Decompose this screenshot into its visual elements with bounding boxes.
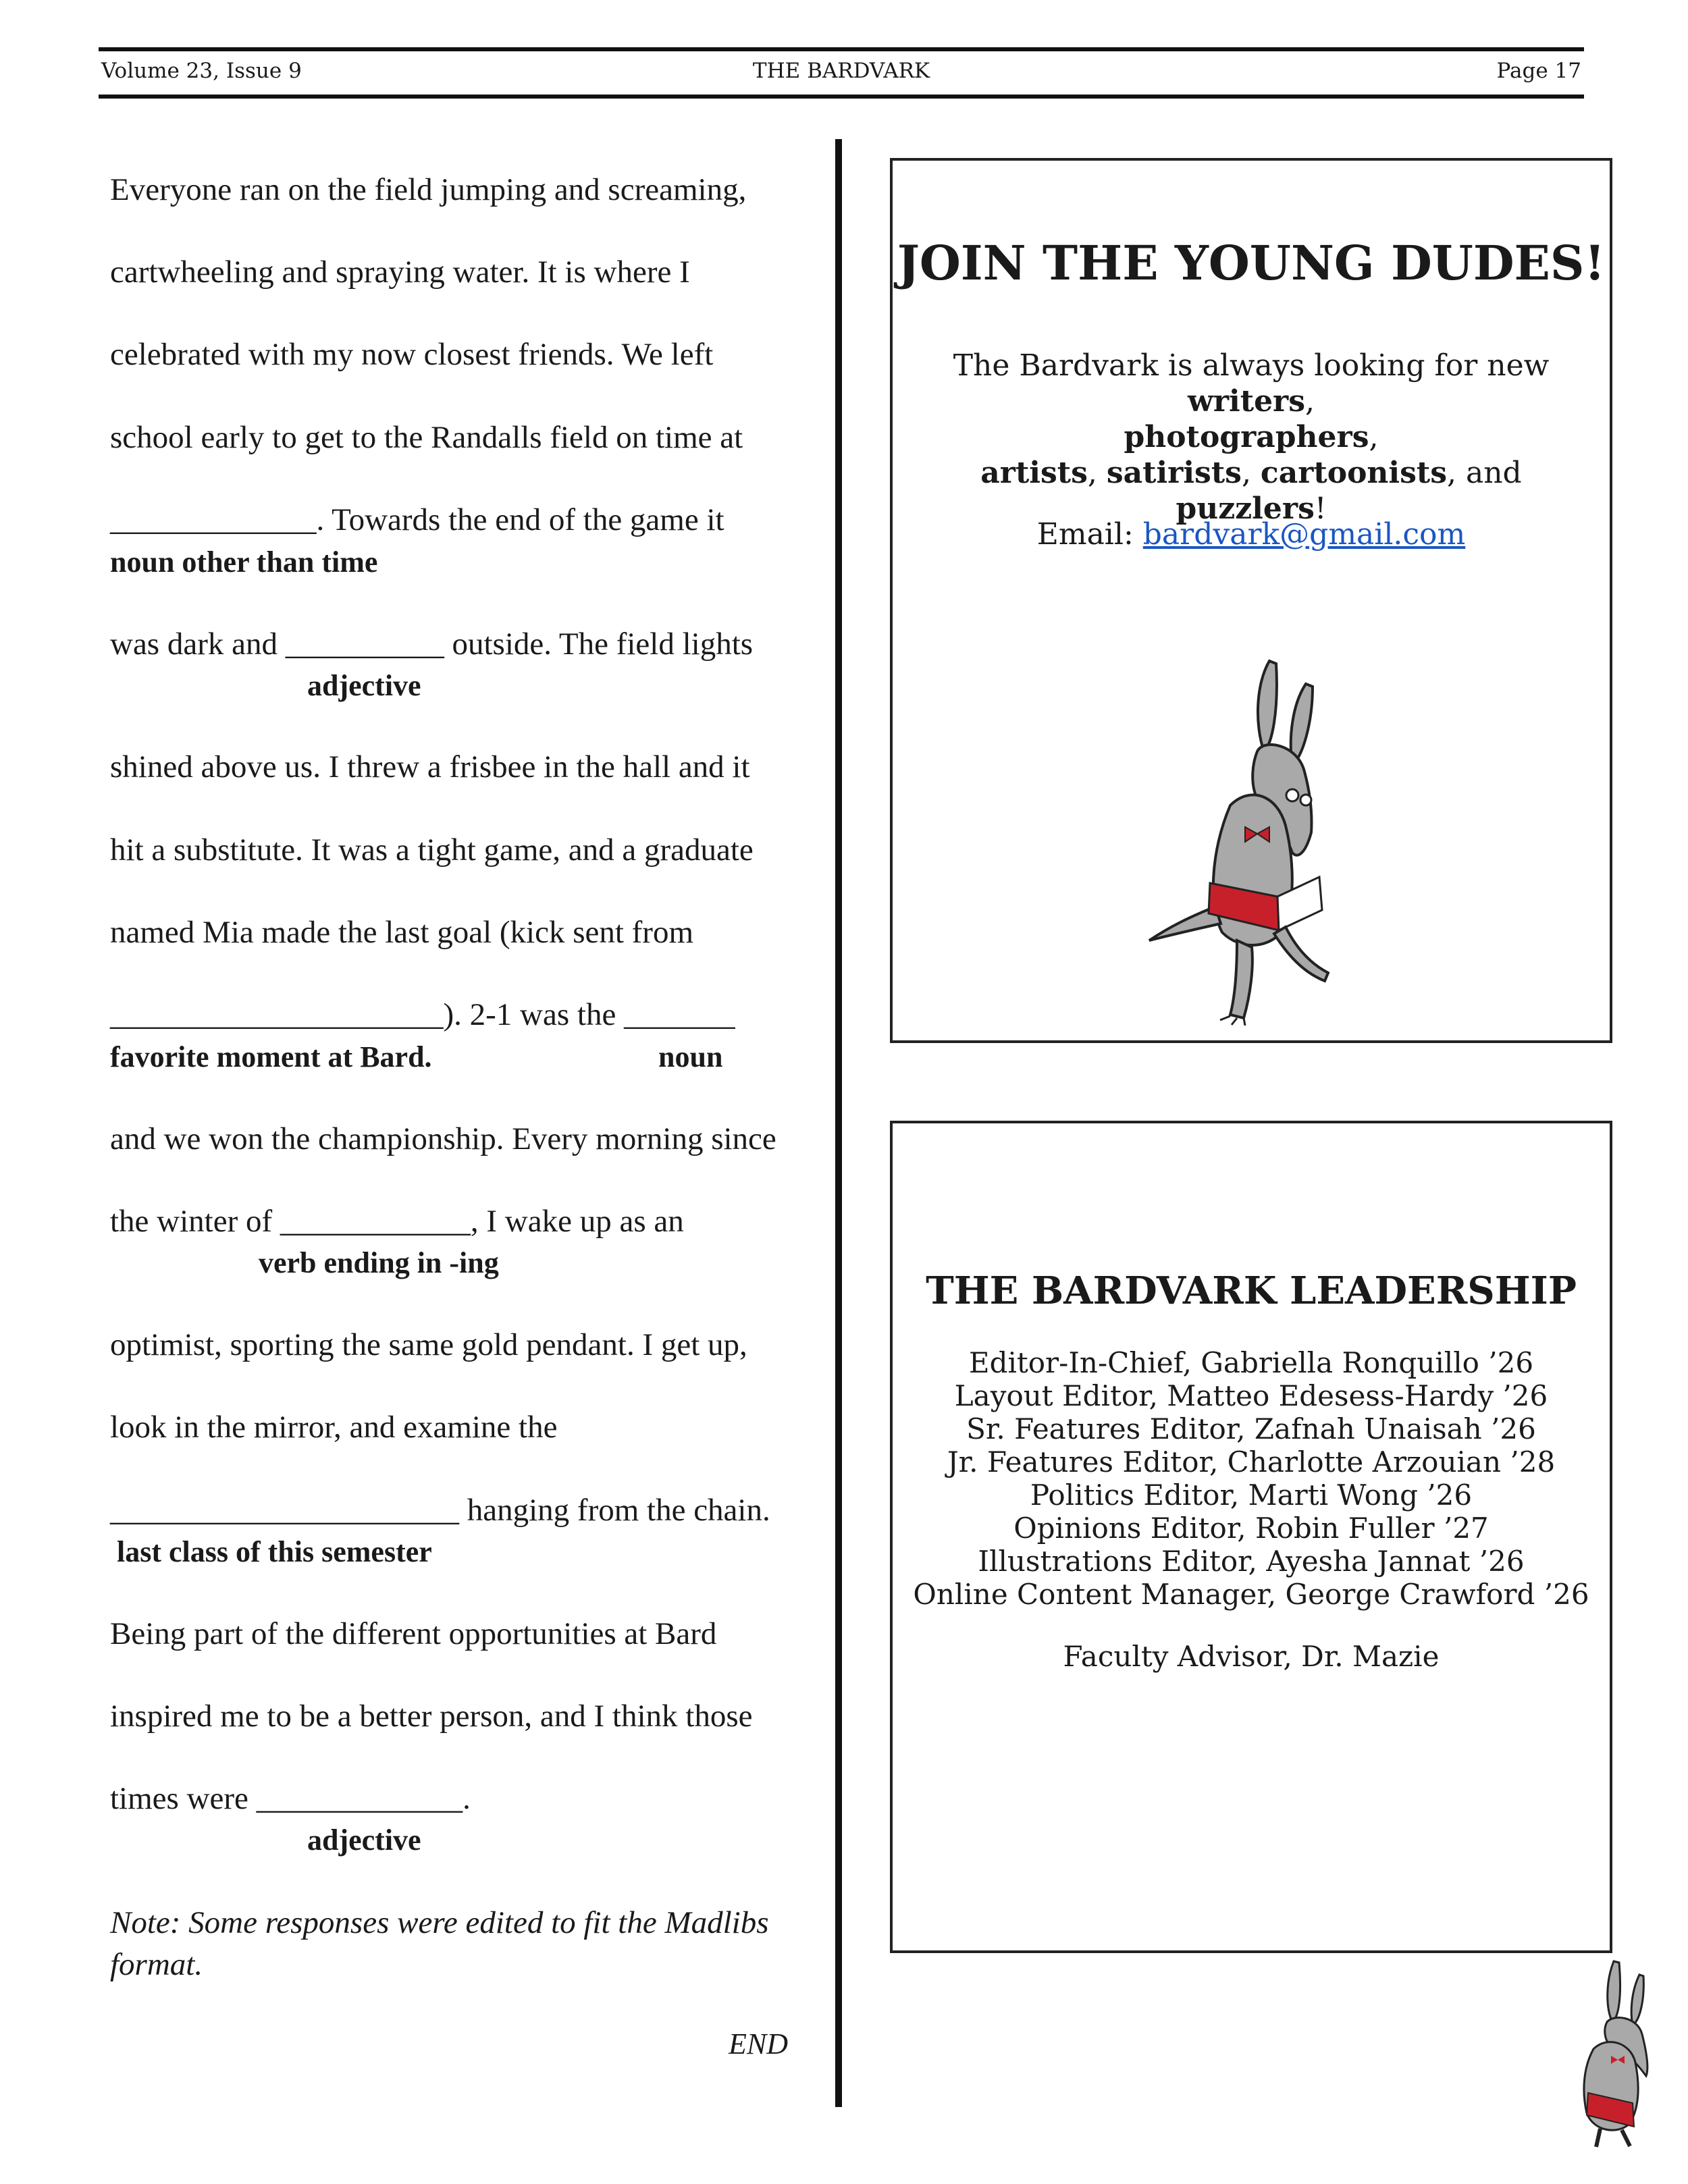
page-number: Page 17 (1496, 59, 1581, 83)
blank-label: verb ending in -ing (259, 1246, 499, 1279)
column-divider (835, 139, 842, 2107)
role-photographers: photographers (1124, 420, 1369, 454)
story-line: was dark and __________ outside. The field lights (110, 627, 754, 662)
story-line: celebrated with my now closest friends. We left (110, 337, 714, 372)
publication-name: THE BARDVARK (752, 59, 930, 83)
story-line: ______________________ hanging from the chain. (110, 1493, 770, 1528)
story-line: cartwheeling and spraying water. It is where I (110, 255, 690, 290)
join-ad-box (890, 158, 1612, 1043)
leadership-member: Jr. Features Editor, Charlotte Arzouian ’28 (947, 1445, 1556, 1479)
story-line: _____________________). 2-1 was the _______ (110, 997, 735, 1032)
story-line: optimist, sporting the same gold pendant. I get up, (110, 1327, 747, 1362)
email-link[interactable]: bardvark@gmail.com (1142, 517, 1466, 552)
story-line: and we won the championship. Every morning since (110, 1121, 776, 1156)
leadership-member: Politics Editor, Marti Wong ’26 (1030, 1479, 1473, 1512)
story-line: inspired me to be a better person, and I think those (110, 1699, 753, 1734)
story-line: hit a substitute. It was a tight game, and a graduate (110, 832, 754, 868)
story-line: times were _____________. (110, 1781, 471, 1816)
leadership-member: Sr. Features Editor, Zafnah Unaisah ’26 (966, 1412, 1536, 1445)
story-line: look in the mirror, and examine the (110, 1410, 558, 1445)
blank-label: noun (658, 1040, 723, 1073)
role-satirists: satirists (1106, 456, 1242, 490)
email-label: Email: (1036, 517, 1143, 552)
role-writers: writers (1187, 384, 1306, 419)
story-line: named Mia made the last goal (kick sent from (110, 915, 694, 950)
blank-label: last class of this semester (117, 1535, 432, 1568)
blank-label: noun other than time (110, 545, 378, 579)
aardvark-mascot-icon (1136, 650, 1365, 1028)
aardvark-corner-mascot-icon (1573, 1954, 1688, 2150)
role-artists: artists (980, 456, 1088, 490)
leadership-member: Opinions Editor, Robin Fuller ’27 (1013, 1512, 1489, 1545)
story-line: the winter of ____________, I wake up as an (110, 1204, 684, 1239)
story-line: Being part of the different opportunities at Bard (110, 1616, 717, 1651)
join-and: and (1465, 456, 1522, 490)
volume-issue: Volume 23, Issue 9 (101, 59, 302, 83)
role-puzzlers: puzzlers (1176, 491, 1315, 526)
story-line: school early to get to the Randalls field on time at (110, 420, 743, 455)
leadership-member: Layout Editor, Matteo Edesess-Hardy ’26 (954, 1379, 1548, 1412)
leadership-member: Editor-In-Chief, Gabriella Ronquillo ’26 (968, 1346, 1534, 1379)
page-header (99, 47, 1584, 99)
leadership-member: Online Content Manager, George Crawford ’26 (913, 1578, 1589, 1611)
blank-label: adjective (307, 1823, 421, 1857)
leadership-list (893, 1346, 1610, 1611)
role-cartoonists: cartoonists (1260, 456, 1447, 490)
blank-label: adjective (307, 669, 421, 702)
end-marker: END (729, 2027, 788, 2060)
join-email-line (893, 517, 1610, 552)
story-line: _____________. Towards the end of the game it (110, 502, 724, 537)
join-description: The Bardvark is always looking for new writers, photographers, artists, satirists, cartoonists, and puzzlers! (953, 348, 1550, 526)
blank-label: favorite moment at Bard. (110, 1040, 432, 1073)
story-line: shined above us. I threw a frisbee in the hall and it (110, 749, 750, 784)
leadership-member: Illustrations Editor, Ayesha Jannat ’26 (978, 1545, 1525, 1578)
story-line: Everyone ran on the field jumping and screaming, (110, 172, 747, 207)
editor-note: Note: Some responses were edited to fit the Madlibs format. (110, 1905, 769, 1982)
leadership-box (890, 1121, 1612, 1953)
leadership-title: THE BARDVARK LEADERSHIP (926, 1269, 1577, 1313)
faculty-advisor: Faculty Advisor, Dr. Mazie (1063, 1640, 1440, 1673)
join-title: JOIN THE YOUNG DUDES! (897, 235, 1606, 291)
join-intro: The Bardvark is always looking for new (953, 348, 1550, 383)
